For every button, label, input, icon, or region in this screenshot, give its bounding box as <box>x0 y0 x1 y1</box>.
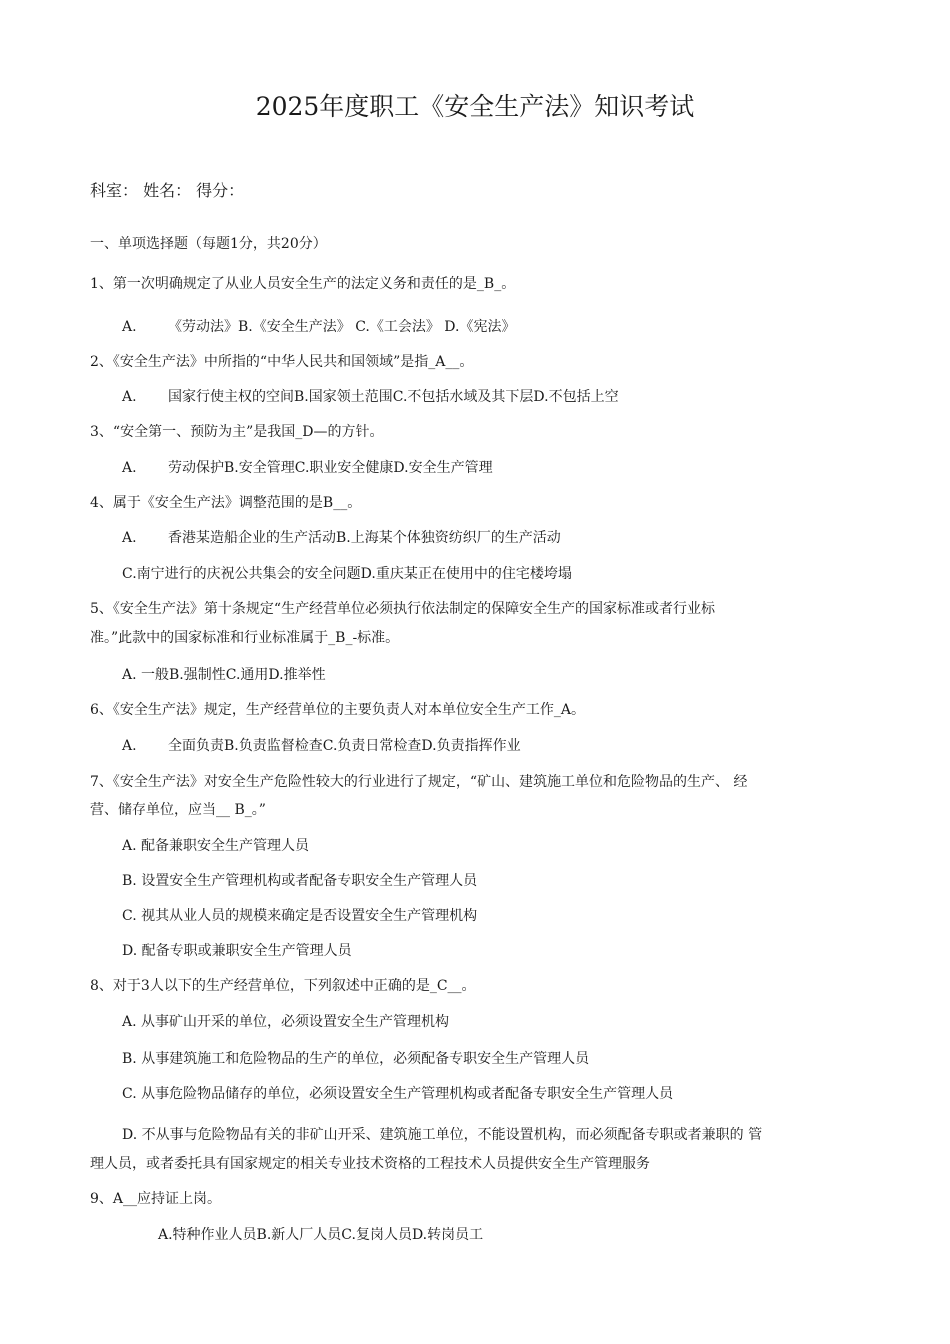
option-text: 劳动保护B.安全管理C.职业安全健康D.安全生产管理 <box>168 460 493 476</box>
question-5-options: A. 一般B.强制性C.通用D.推举性 <box>122 667 326 683</box>
question-8-option-c: C. 从事危险物品储存的单位，必须设置安全生产管理机构或者配备专职安全生产管理人员 <box>122 1086 674 1102</box>
question-8-option-a: A. 从事矿山开采的单位，必须设置安全生产管理机构 <box>122 1014 450 1030</box>
option-label: A. <box>122 460 137 476</box>
question-6-options <box>122 737 521 755</box>
question-5-stem-cont: 准。”此款中的国家标准和行业标准属于_B_-标准。 <box>90 630 400 646</box>
section-heading: 一、单项选择题（每题1分，共20分） <box>90 236 327 252</box>
question-2-options <box>122 388 619 406</box>
question-4-stem: 4、属于《安全生产法》调整范围的是B__。 <box>90 495 362 511</box>
header-fields: 科室： 姓名： 得分： <box>90 181 245 200</box>
option-text: 国家行使主权的空间B.国家领土范围C.不包括水域及其下层D.不包括上空 <box>168 389 619 405</box>
question-7-stem-cont: 营、储存单位，应当__ B_。” <box>90 802 266 818</box>
question-5-stem: 5、《安全生产法》第十条规定“生产经营单位必须执行依法制定的保障安全生产的国家标准或者行业标 <box>90 601 716 617</box>
question-8-stem: 8、对于3人以下的生产经营单位，下列叙述中正确的是_C__。 <box>90 978 476 994</box>
question-6-stem: 6、《安全生产法》规定，生产经营单位的主要负责人对本单位安全生产工作_A。 <box>90 702 586 718</box>
question-7-stem: 7、《安全生产法》对安全生产危险性较大的行业进行了规定，“矿山、建筑施工单位和危险物品的生产、 经 <box>90 774 748 790</box>
question-8-option-d-cont: 理人员，或者委托具有国家规定的相关专业技术资格的工程技术人员提供安全生产管理服务 <box>90 1156 650 1172</box>
page-title: 2025年度职工《安全生产法》知识考试 <box>255 92 695 121</box>
question-9-options: A.特种作业人员B.新人厂人员C.复岗人员D.转岗员工 <box>158 1227 484 1243</box>
question-3-stem: 3、“安全第一、预防为主”是我国_D—的方针。 <box>90 424 384 440</box>
question-8-option-b: B. 从事建筑施工和危险物品的生产的单位，必须配备专职安全生产管理人员 <box>122 1051 590 1067</box>
option-label: A. <box>122 738 137 754</box>
option-text: 《劳动法》B.《安全生产法》 C.《工会法》 D.《宪法》 <box>168 319 516 335</box>
option-label: A. <box>122 319 137 335</box>
option-label: A. <box>122 389 137 405</box>
question-4-options <box>122 529 561 547</box>
option-text: 香港某造船企业的生产活动B.上海某个体独资纺织厂的生产活动 <box>168 530 561 546</box>
question-1-options <box>122 318 515 336</box>
question-1-stem: 1、第一次明确规定了从业人员安全生产的法定义务和责任的是_B_。 <box>90 276 516 292</box>
option-text: 全面负责B.负责监督检查C.负责日常检查D.负责指挥作业 <box>168 738 521 754</box>
question-7-option-b: B. 设置安全生产管理机构或者配备专职安全生产管理人员 <box>122 873 478 889</box>
question-7-option-d: D. 配备专职或兼职安全生产管理人员 <box>122 943 352 959</box>
question-2-stem: 2、《安全生产法》中所指的“中华人民共和国领域”是指_A__。 <box>90 354 474 370</box>
question-9-stem: 9、A__应持证上岗。 <box>90 1191 222 1207</box>
option-label: A. <box>122 530 137 546</box>
question-7-option-a: A. 配备兼职安全生产管理人员 <box>122 838 310 854</box>
question-7-option-c: C. 视其从业人员的规模来确定是否设置安全生产管理机构 <box>122 908 478 924</box>
question-3-options <box>122 459 493 477</box>
question-4-options-line2: C.南宁进行的庆祝公共集会的安全问题D.重庆某正在使用中的住宅楼垮塌 <box>122 566 572 582</box>
question-8-option-d: D. 不从事与危险物品有关的非矿山开采、建筑施工单位，不能设置机构，而必须配备专职或者兼职的 管 <box>122 1127 763 1143</box>
